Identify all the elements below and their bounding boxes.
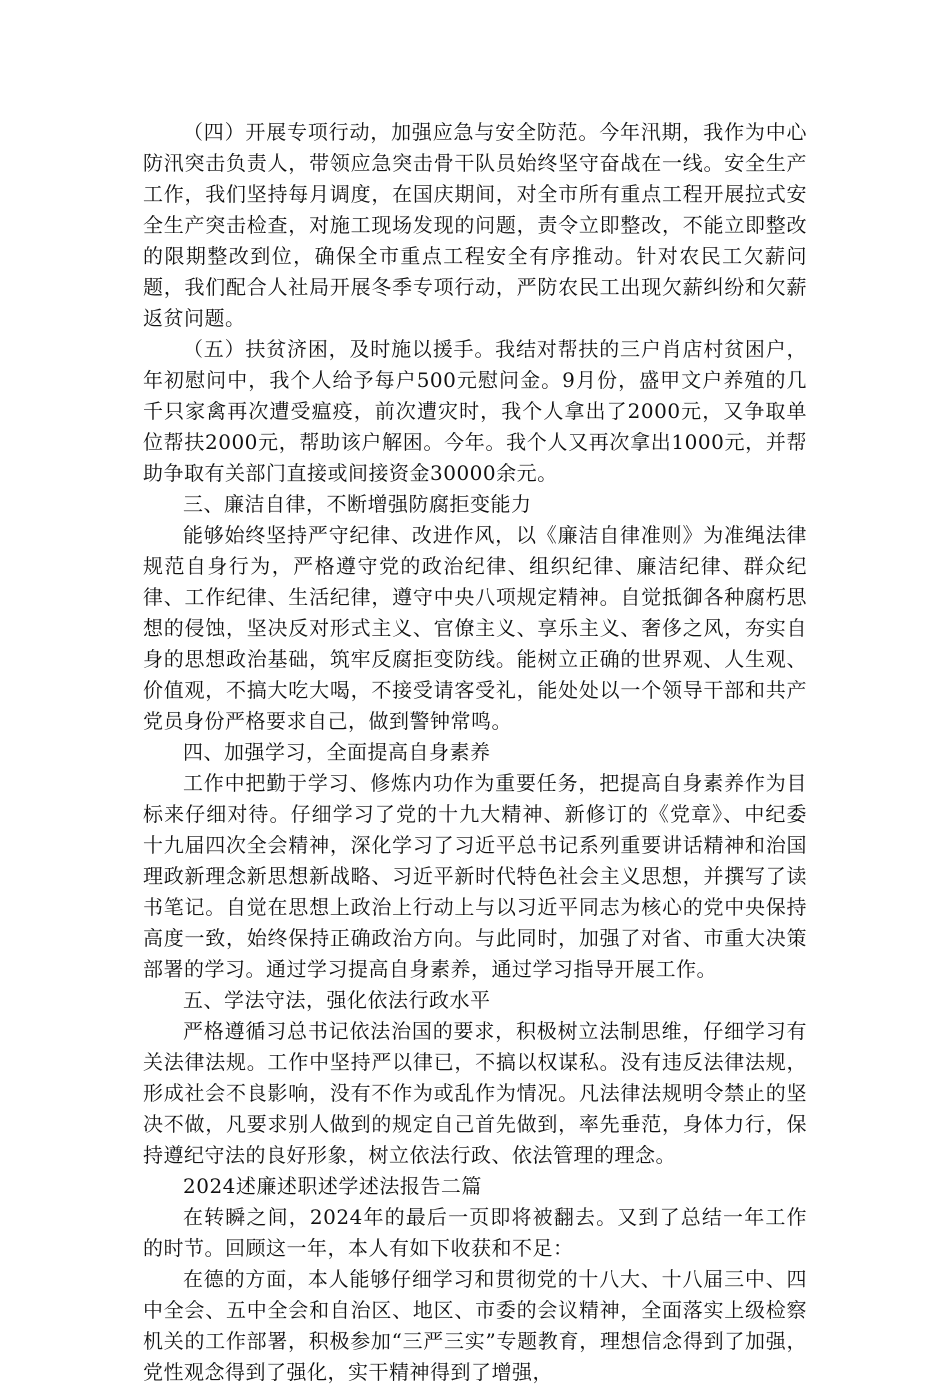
heading-study: 四、加强学习，全面提高自身素养 [183,740,491,764]
paragraph-poverty-relief: （五）扶贫济困，及时施以援手。我结对帮扶的三户肖店村贫困户，年初慰问中，我个人给予每户500元慰问金。9月份，盛甲文户养殖的几千只家禽再次遭受瘟疫，前次遭灾时，我个人拿出了2000元，又争取单位帮扶2000元，帮助该户解困。今年。我个人又再次拿出1000元，并帮助争取有关部门直接或间接资金30000余元。 [143,337,807,485]
paragraph-self-discipline: 能够始终坚持严守纪律、改进作风，以《廉洁自律准则》为准绳法律规范自身行为，严格遵守党的政治纪律、组织纪律、廉洁纪律、群众纪律、工作纪律、生活纪律，遵守中央八项规定精神。自觉抵御各种腐朽思想的侵蚀，坚决反对形式主义、官僚主义、享乐主义、奢侈之风，夯实自身的思想政治基础，筑牢反腐拒变防线。能树立正确的世界观、人生观、价值观，不搞大吃大喝，不接受请客受礼，能处处以一个领导干部和共产党员身份严格要求自己，做到警钟常鸣。 [143,523,807,733]
document-page [143,117,807,1388]
paragraph-study: 工作中把勤于学习、修炼内功作为重要任务，把提高自身素养作为目标来仔细对待。仔细学习了党的十九大精神、新修订的《党章》、中纪委十九届四次全会精神，深化学习了习近平总书记系列重要讲话精神和治国理政新理念新思想新战略、习近平新时代特色社会主义思想，并撰写了读书笔记。自觉在思想上政治上行动上与以习近平同志为核心的党中央保持高度一致，始终保持正确政治方向。与此同时，加强了对省、市重大决策部署的学习。通过学习提高自身素养，通过学习指导开展工作。 [143,771,807,981]
paragraph-law: 严格遵循习总书记依法治国的要求，积极树立法制思维，仔细学习有关法律法规。工作中坚持严以律已，不搞以权谋私。没有违反法律法规，形成社会不良影响，没有不作为或乱作为情况。凡法律法规明令禁止的坚决不做，凡要求别人做到的规定自己首先做到，率先垂范，身体力行，保持遵纪守法的良好形象，树立依法行政、依法管理的理念。 [143,1019,807,1167]
heading-self-discipline: 三、廉洁自律，不断增强防腐拒变能力 [183,492,532,516]
paragraph-special-action: （四）开展专项行动，加强应急与安全防范。今年汛期，我作为中心防汛突击负责人，带领应急突击骨干队员始终坚守奋战在一线。安全生产工作，我们坚持每月调度，在国庆期间，对全市所有重点工程开展拉式安全生产突击检查，对施工现场发现的问题，责令立即整改，不能立即整改的限期整改到位，确保全市重点工程安全有序推动。针对农民工欠薪问题，我们配合人社局开展冬季专项行动，严防农民工出现欠薪纠纷和欠薪返贫问题。 [143,120,807,330]
report-title: 2024述廉述职述学述法报告二篇 [183,1174,482,1198]
paragraph-intro: 在转瞬之间，2024年的最后一页即将被翻去。又到了总结一年工作的时节。回顾这一年，本人有如下收获和不足： [143,1205,807,1260]
heading-law: 五、学法守法，强化依法行政水平 [183,988,491,1012]
paragraph-morality: 在德的方面，本人能够仔细学习和贯彻党的十八大、十八届三中、四中全会、五中全会和自治区、地区、市委的会议精神，全面落实上级检察机关的工作部署，积极参加“三严三实”专题教育，理想信念得到了加强，党性观念得到了强化，实干精神得到了增强， [143,1267,807,1384]
